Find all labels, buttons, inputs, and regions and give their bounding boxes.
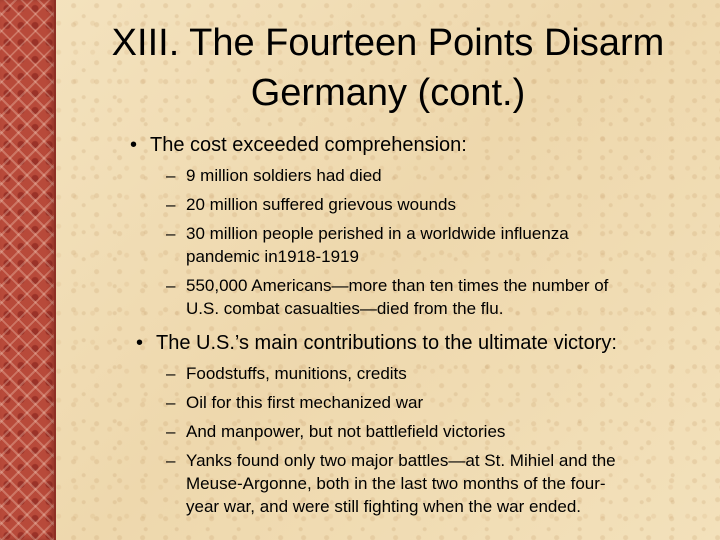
sub-item-text: U.S. combat casualties—died from the flu. bbox=[186, 299, 504, 318]
dash-marker: – bbox=[166, 393, 176, 412]
bullet-marker: • bbox=[136, 332, 144, 354]
bullet-text: The cost exceeded comprehension: bbox=[150, 134, 467, 156]
bullet-cost bbox=[130, 132, 467, 158]
title-line-2: Germany (cont.) bbox=[250, 72, 526, 114]
sub-item-text: pandemic in1918-1919 bbox=[186, 247, 359, 266]
sub-item-text: Yanks found only two major battles—at St. Mihiel and the bbox=[186, 451, 616, 470]
title-line-1: XIII. The Fourteen Points Disarm bbox=[111, 22, 665, 64]
sub-item-text: 550,000 Americans—more than ten times the number of bbox=[186, 276, 609, 295]
dash-marker: – bbox=[166, 451, 176, 470]
sub-item-text: Meuse-Argonne, both in the last two months of the four- bbox=[186, 474, 606, 493]
dash-marker: – bbox=[166, 364, 176, 383]
bullet-marker: • bbox=[130, 134, 138, 156]
sub-item-text: 9 million soldiers had died bbox=[186, 166, 382, 185]
dash-marker: – bbox=[166, 276, 176, 295]
sub-item-text: year war, and were still fighting when the war ended. bbox=[186, 497, 582, 516]
bullet-contributions bbox=[136, 330, 617, 356]
dash-marker: – bbox=[166, 422, 176, 441]
sub-item bbox=[166, 164, 382, 187]
dash-marker: – bbox=[166, 224, 176, 243]
sub-item bbox=[166, 362, 407, 385]
bullet-text: The U.S.’s main contributions to the ultimate victory: bbox=[156, 332, 617, 354]
sub-item-text: 20 million suffered grievous wounds bbox=[186, 195, 456, 214]
sub-item bbox=[166, 391, 424, 414]
slide-title bbox=[56, 18, 720, 118]
decorative-border bbox=[0, 0, 54, 540]
dash-marker: – bbox=[166, 166, 176, 185]
sub-item-text: Foodstuffs, munitions, credits bbox=[186, 364, 407, 383]
sub-item-text: Oil for this first mechanized war bbox=[186, 393, 424, 412]
dash-marker: – bbox=[166, 195, 176, 214]
sub-item bbox=[166, 274, 609, 320]
sub-item bbox=[166, 449, 616, 518]
sub-item bbox=[166, 420, 506, 443]
sub-item bbox=[166, 193, 456, 216]
sub-item bbox=[166, 222, 569, 268]
sub-item-text: And manpower, but not battlefield victories bbox=[186, 422, 506, 441]
sub-item-text: 30 million people perished in a worldwide influenza bbox=[186, 224, 569, 243]
